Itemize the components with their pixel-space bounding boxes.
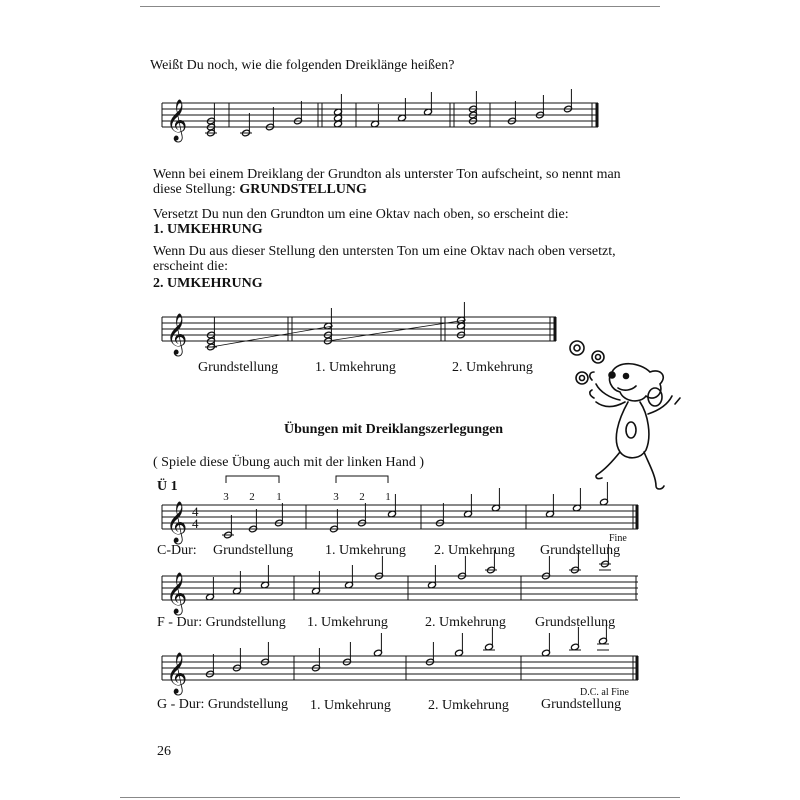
fingering-number: 3 [333,491,339,503]
row2-label-1: 1. Umkehrung [307,615,388,630]
inversion-label-2-umkehrung: 2. Umkehrung [452,360,533,375]
term-1-umkehrung: 1. UMKEHRUNG [153,222,263,237]
exercise-number: Ü 1 [157,479,178,494]
term-2-umkehrung: 2. UMKEHRUNG [153,276,263,291]
paragraph-1-line-1: Wenn bei einem Dreiklang der Grundton als unterster Ton aufscheint, so nennt man [153,167,621,182]
page-number: 26 [157,744,171,759]
ball-icon [576,372,588,384]
term-grundstellung: GRUNDSTELLUNG [239,182,367,197]
dog-mouth [618,386,636,390]
fine-label: Fine [609,533,627,544]
dog-arm-left [596,384,620,400]
row3-key: G - Dur: Grundstellung [157,697,289,712]
fingering-number: 2 [359,491,365,503]
fingering-number: 1 [276,491,282,503]
notation-text [166,99,629,698]
dog-arm-right [596,402,625,407]
fingering-number: 3 [223,491,229,503]
time-signature-bottom: 4 [192,516,199,531]
exercise-instruction: ( Spiele diese Übung auch mit der linken Hand ) [153,455,424,470]
dog-hand [590,372,594,380]
dog-leg-left [596,452,620,479]
row1-key: C-Dur: [157,543,197,558]
exercise-heading: Übungen mit Dreiklangszerlegungen [284,422,504,437]
ball-icon [574,345,580,351]
dog-leg-right [644,452,664,489]
dog-spot [626,422,636,438]
row2-label-2: 2. Umkehrung [425,615,506,630]
row1-label-1: Grundstellung [213,543,294,558]
inversion-label-1-umkehrung: 1. Umkehrung [315,360,396,375]
ball-icon [580,376,585,381]
fingering-bracket [336,476,388,483]
fingering-number: 1 [385,491,391,503]
treble-clef-icon: 𝄞 [166,653,188,693]
row3-label-3: Grundstellung [541,697,622,712]
row3-label-1: 1. Umkehrung [310,698,391,713]
fingering-number: 2 [249,491,255,503]
treble-clef-icon: 𝄞 [166,100,188,140]
time-signature-top: 4 [192,504,199,519]
dog-head [610,364,664,401]
row1-label-3: 2. Umkehrung [434,543,515,558]
dog-hand [590,390,594,398]
intro-question: Weißt Du noch, wie die folgenden Dreiklänge heißen? [150,58,455,73]
row1-label-2: 1. Umkehrung [325,543,406,558]
dog-tail-tip [675,398,680,404]
treble-clef-icon: 𝄞 [166,502,188,542]
treble-clef-icon: 𝄞 [166,314,188,354]
ball-icon [592,351,604,363]
paragraph-2-line-1: Versetzt Du nun den Grundton um eine Oktav nach oben, so erscheint die: [153,207,569,222]
row2-key: F - Dur: Grundstellung [157,615,286,630]
row3-label-2: 2. Umkehrung [428,698,509,713]
row1-label-4: Grundstellung [540,543,621,558]
paragraph-3-line-2: erscheint die: [153,259,229,274]
dog-eye [624,374,629,379]
fingering-bracket [226,476,279,483]
row2-label-3: Grundstellung [535,615,616,630]
paragraph-3-line-1: Wenn Du aus dieser Stellung den untersten Ton um eine Oktav nach oben versetzt, [153,244,616,259]
dog-body [616,402,649,458]
dc-al-fine-label: D.C. al Fine [580,687,629,698]
paragraph-1-prefix: diese Stellung: [153,182,240,197]
ball-icon [596,355,601,360]
dog-nose [609,372,615,378]
inversion-label-grundstellung: Grundstellung [198,360,279,375]
juggling-dog-illustration [570,341,680,489]
ball-icon [570,341,584,355]
treble-clef-icon: 𝄞 [166,573,188,613]
